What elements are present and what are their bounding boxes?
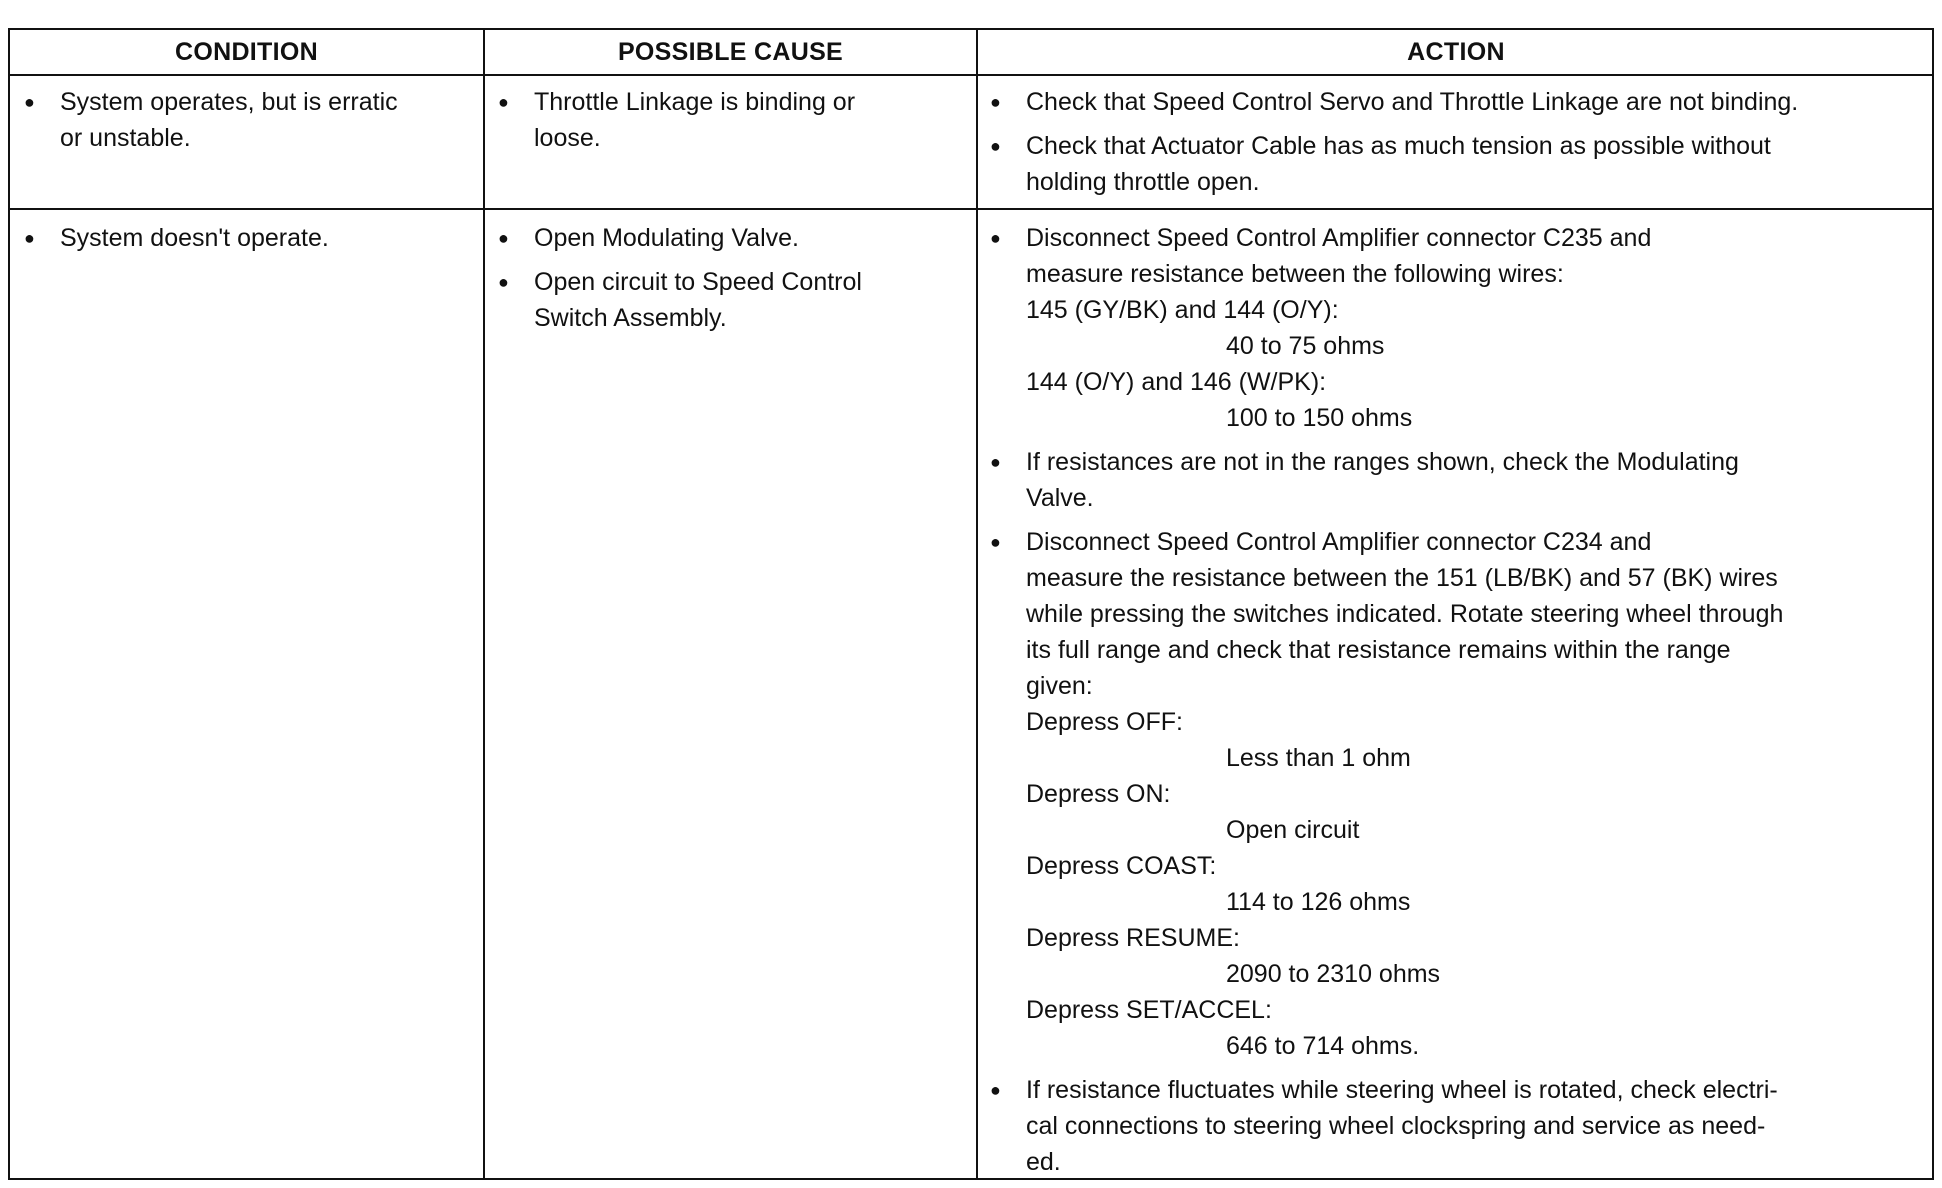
row1-action xyxy=(980,84,1930,208)
wire-pair-label: 145 (GY/BK) and 144 (O/Y): xyxy=(1026,296,1339,324)
resistance-value: Open circuit xyxy=(1226,816,1360,844)
resistance-value: 2090 to 2310 ohms xyxy=(1226,960,1441,988)
text-line: loose. xyxy=(534,124,601,152)
column-divider xyxy=(976,30,978,1178)
cause-item xyxy=(488,264,972,336)
text-line: cal connections to steering wheel clockspring and service as need- xyxy=(1026,1112,1766,1140)
row2-condition xyxy=(14,220,478,264)
row-divider xyxy=(10,208,1932,210)
text-line: ● Disconnect Speed Control Amplifier connector C235 and xyxy=(1026,224,1652,252)
action-item xyxy=(980,1072,1930,1180)
text-line: ● If resistance fluctuates while steering wheel is rotated, check electri- xyxy=(1026,1076,1778,1104)
text-line: ● Open Modulating Valve. xyxy=(534,224,799,252)
header-condition: CONDITION xyxy=(175,37,318,66)
header-action: ACTION xyxy=(1407,37,1505,66)
text-line: ● If resistances are not in the ranges shown, check the Modulating xyxy=(1026,448,1739,476)
text-line: holding throttle open. xyxy=(1026,168,1260,196)
text-line: Switch Assembly. xyxy=(534,304,727,332)
text-line: Valve. xyxy=(1026,484,1094,512)
text-line: ● Open circuit to Speed Control xyxy=(534,268,862,296)
action-item xyxy=(980,524,1930,704)
switch-label: Depress OFF: xyxy=(1026,708,1183,736)
cause-item xyxy=(488,84,972,156)
condition-item xyxy=(14,84,478,156)
action-item xyxy=(980,444,1930,516)
switch-label: Depress SET/ACCEL: xyxy=(1026,996,1272,1024)
text-line: ● Disconnect Speed Control Amplifier connector C234 and xyxy=(1026,528,1652,556)
wire-test-list xyxy=(980,292,1930,436)
text-line: its full range and check that resistance remains within the range xyxy=(1026,636,1731,664)
text-line: ● System operates, but is erratic xyxy=(60,88,398,116)
text-line: ● System doesn't operate. xyxy=(60,224,329,252)
switch-label: Depress RESUME: xyxy=(1026,924,1240,952)
switch-test-list xyxy=(980,704,1930,1064)
text-line: measure resistance between the following wires: xyxy=(1026,260,1564,288)
wire-pair-label: 144 (O/Y) and 146 (W/PK): xyxy=(1026,368,1327,396)
condition-item xyxy=(14,220,478,256)
text-line: or unstable. xyxy=(60,124,191,152)
cause-item xyxy=(488,220,972,256)
resistance-value: 40 to 75 ohms xyxy=(1226,332,1385,360)
action-item xyxy=(980,128,1930,200)
text-line: measure the resistance between the 151 (LB/BK) and 57 (BK) wires xyxy=(1026,564,1778,592)
header-divider xyxy=(10,74,1932,76)
resistance-value: Less than 1 ohm xyxy=(1226,744,1411,772)
text-line: given: xyxy=(1026,672,1093,700)
row1-condition xyxy=(14,84,478,164)
switch-label: Depress COAST: xyxy=(1026,852,1217,880)
column-divider xyxy=(483,30,485,1178)
resistance-value: 100 to 150 ohms xyxy=(1226,404,1413,432)
action-item xyxy=(980,84,1930,120)
row2-cause xyxy=(488,220,972,344)
text-line: ed. xyxy=(1026,1148,1061,1176)
switch-label: Depress ON: xyxy=(1026,780,1171,808)
resistance-value: 114 to 126 ohms xyxy=(1226,888,1411,916)
resistance-value: 646 to 714 ohms. xyxy=(1226,1032,1420,1060)
action-item xyxy=(980,220,1930,292)
troubleshooting-table xyxy=(8,28,1934,1180)
row1-cause xyxy=(488,84,972,164)
header-possible-cause: POSSIBLE CAUSE xyxy=(617,37,844,66)
text-line: ● Throttle Linkage is binding or xyxy=(534,88,856,116)
row2-action xyxy=(980,220,1930,1188)
text-line: while pressing the switches indicated. Rotate steering wheel through xyxy=(1026,600,1784,628)
text-line: ● Check that Speed Control Servo and Throttle Linkage are not binding. xyxy=(1026,88,1799,116)
text-line: ● Check that Actuator Cable has as much tension as possible without xyxy=(1026,132,1771,160)
